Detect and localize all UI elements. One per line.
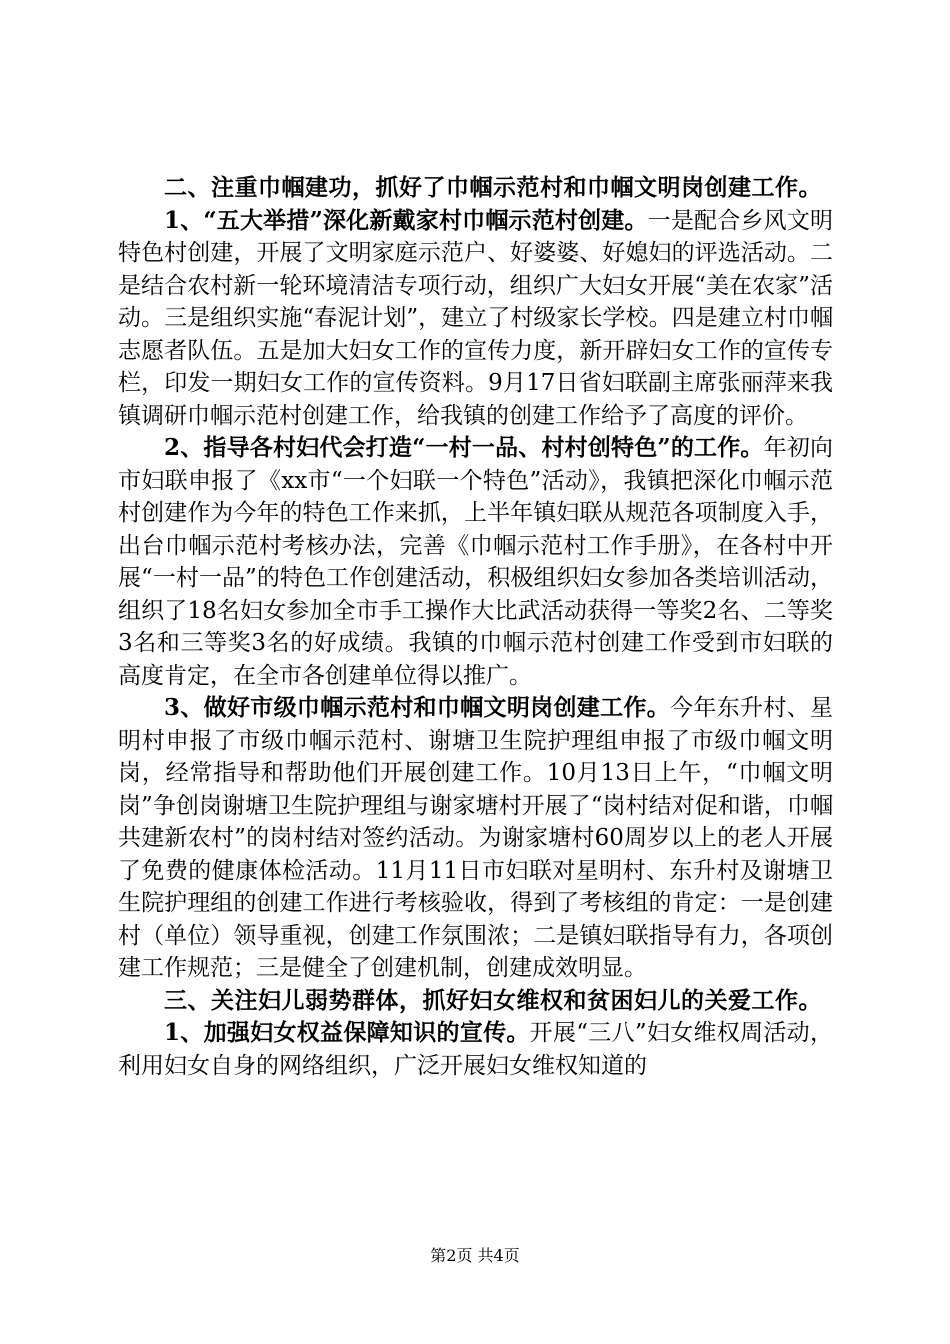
paragraph-lead: 1、加强妇女权益保障知识的宣传。	[164, 1019, 530, 1046]
paragraph-item-2	[118, 432, 833, 692]
paragraph-item-3	[118, 692, 833, 985]
paragraph-body: 年初向市妇联申报了《xx市“一个妇联一个特色”活动》，我镇把深化巾帼示范村创建作为今年的特色工作来抓，上半年镇妇联从规范各项制度入手，出台巾帼示范村考核办法，完善《巾帼示范村工作手册》，在各村中开展“一村一品”的特色工作创建活动，积极组织妇女参加各类培训活动，组织了18名妇女参加全市手工操作大比武活动获得一等奖2名、二等奖3名和三等奖3名的好成绩。我镇的巾帼示范村创建工作受到市妇联的高度肯定，在全市各创建单位得以推广。	[118, 435, 834, 689]
paragraph-body: 今年东升村、星明村申报了市级巾帼示范村、谢塘卫生院护理组申报了市级巾帼文明岗，经常指导和帮助他们开展创建工作。10月13日上午，“巾帼文明岗”争创岗谢塘卫生院护理组与谢家塘村开展了“岗村结对促和谐，巾帼共建新农村”的岗村结对签约活动。为谢家塘村60周岁以上的老人开展了免费的健康体检活动。11月11日市妇联对星明村、东升村及谢塘卫生院护理组的创建工作进行考核验收，得到了考核组的肯定：一是创建村（单位）领导重视，创建工作氛围浓；二是镇妇联指导有力，各项创建工作规范；三是健全了创建机制，创建成效明显。	[118, 695, 833, 981]
paragraph-item-1	[118, 205, 833, 433]
page-footer: 第2页 共4页	[430, 1246, 520, 1265]
paragraph-body: 一是配合乡风文明特色村创建，开展了文明家庭示范户、好婆婆、好媳妇的评选活动。二是结合农村新一轮环境清洁专项行动，组织广大妇女开展“美在农家”活动。三是组织实施“春泥计划”，建立了村级家长学校。四是建立村巾帼志愿者队伍。五是加大妇女工作的宣传力度，新开辟妇女工作的宣传专栏，印发一期妇女工作的宣传资料。9月17日省妇联副主席张丽萍来我镇调研巾帼示范村创建工作，给我镇的创建工作给予了高度的评价。	[118, 207, 834, 429]
section-heading-2: 二、注重巾帼建功，抓好了巾帼示范村和巾帼文明岗创建工作。	[164, 174, 822, 201]
paragraph-lead: 3、做好市级巾帼示范村和巾帼文明岗创建工作。	[164, 694, 671, 721]
section-heading-3: 三、关注妇儿弱势群体，抓好妇女维权和贫困妇儿的关爱工作。	[164, 986, 822, 1014]
paragraph-body: 开展“三八”妇女维权周活动，利用妇女自身的网络组织，广泛开展妇女维权知道的	[118, 1020, 833, 1079]
paragraph-lead: 1、“五大举措”深化新戴家村巾帼示范村创建。	[164, 206, 648, 234]
paragraph-lead: 2、指导各村妇代会打造“一村一品、村村创特色”的工作。	[164, 434, 764, 461]
paragraph-item-4	[118, 1017, 833, 1082]
document-body	[118, 172, 833, 1082]
